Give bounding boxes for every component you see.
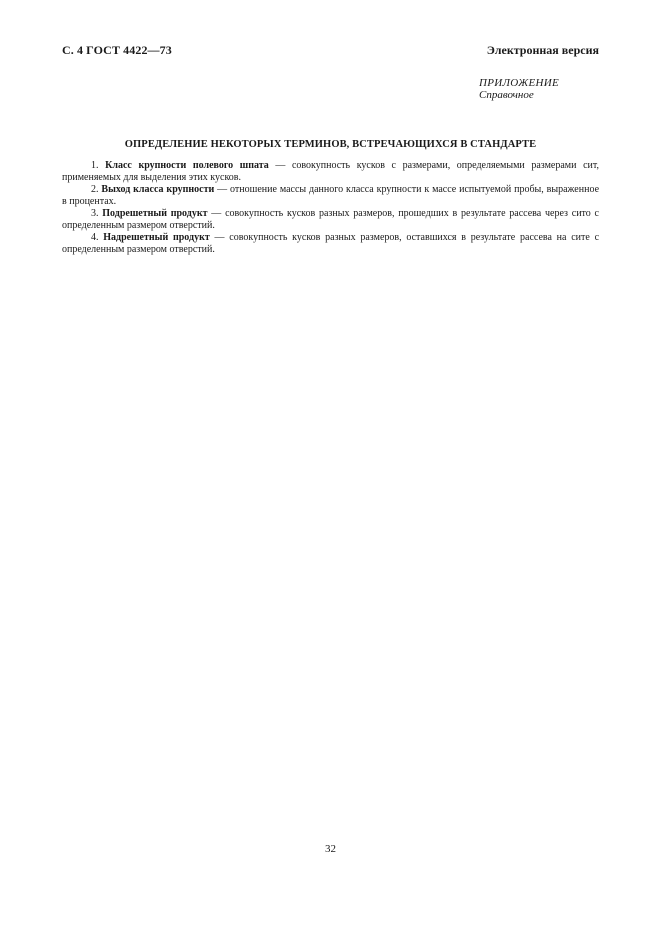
terms-list bbox=[62, 160, 599, 256]
term-number: 2. bbox=[91, 184, 99, 195]
term-item bbox=[62, 232, 599, 256]
term-number: 4. bbox=[91, 232, 99, 243]
term-name: Подрешетный продукт bbox=[102, 208, 208, 219]
electronic-version-label: Электронная версия bbox=[486, 43, 599, 57]
term-definition: — совокупность кусков разных размеров, оставшихся в результате рассева на сите с определенным размером отверстий. bbox=[62, 232, 600, 255]
term-item bbox=[62, 160, 599, 184]
term-name: Класс крупности полевого шпата bbox=[105, 160, 269, 171]
appendix-subtitle: Справочное bbox=[479, 89, 534, 101]
term-name: Выход класса крупности bbox=[101, 184, 215, 195]
term-item bbox=[62, 208, 599, 232]
term-item bbox=[62, 184, 599, 208]
page-number: 32 bbox=[325, 843, 336, 855]
term-definition: — совокупность кусков разных размеров, прошедших в результате рассева через сито с определенным размером отверстий. bbox=[62, 208, 599, 231]
appendix-title: ПРИЛОЖЕНИЕ bbox=[479, 77, 559, 89]
term-number: 1. bbox=[91, 160, 99, 171]
term-name: Надрешетный продукт bbox=[103, 232, 210, 243]
term-definition: — совокупность кусков с размерами, определяемыми размерами сит, применяемых для выделения этих кусков. bbox=[62, 160, 599, 183]
section-title: ОПРЕДЕЛЕНИЕ НЕКОТОРЫХ ТЕРМИНОВ, ВСТРЕЧАЮЩИХСЯ В СТАНДАРТЕ bbox=[124, 139, 537, 150]
term-number: 3. bbox=[91, 208, 99, 219]
appendix-label bbox=[459, 77, 599, 101]
term-definition: — отношение массы данного класса крупности к массе испытуемой пробы, выраженное в процентах. bbox=[62, 184, 600, 207]
document-code: С. 4 ГОСТ 4422—73 bbox=[62, 43, 172, 57]
